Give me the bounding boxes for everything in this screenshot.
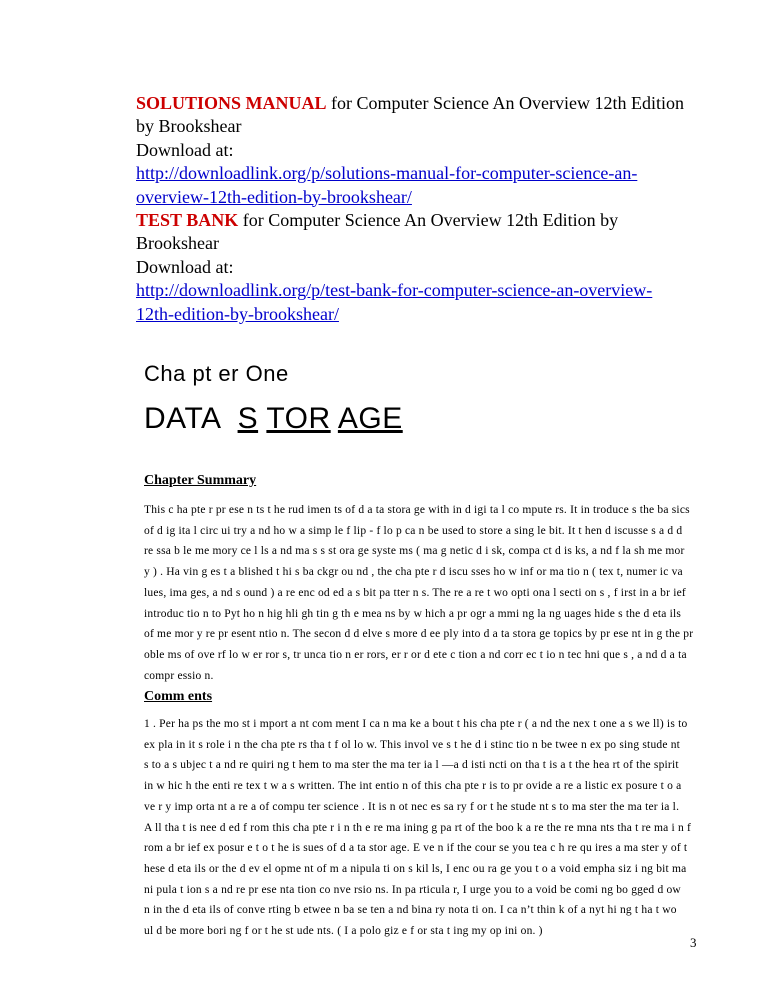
summary-line: y ) . Ha vin g es t a blished t hi s ba ckgr ou nd , the cha pte r d iscu sses ho w inf or ma tio n ( tex t, numer ic va xyxy=(144,566,683,579)
comments-line: ni pula t ion s a nd re pr ese nta tion co nve rsio ns. In pa rticula r, I urge you to a void be comi ng bo gged d ow xyxy=(144,883,681,896)
comments-line: rom a br ief ex posur e t o t he is sues of d a ta stor age. E ve n if the cour se you tea c h re qu ires a ma ster y of t xyxy=(144,842,688,855)
download-label-1: Download at: xyxy=(136,139,234,160)
comments-line: ex pla in it s role i n the cha pte rs tha t f ol lo w. This invol ve s t he d i stinc tio n be twee n ex po sing stude nt xyxy=(144,738,681,751)
chapter-label: Cha pt er One xyxy=(144,361,289,386)
testbank-line xyxy=(136,209,736,232)
comments-line: ve r y imp orta nt a re a of compu ter science . It is n ot nec es sa ry f or t he stude nt s to ma ster the ma ter ia l. xyxy=(144,800,680,813)
comments-line: hese d eta ils or the d ev el opme nt of m a nipula ti on s kil ls, I enc ou ra ge you t o a void empha siz i ng bit ma xyxy=(144,862,687,875)
solutions-manual-label: SOLUTIONS MANUAL xyxy=(136,93,327,113)
chapter-title xyxy=(144,400,403,438)
summary-line: of me mor y re pr esent ntio n. The secon d d elve s more d ee ply into d a ta stora ge topics by pr ese nt in g the pr xyxy=(144,628,694,641)
comments-line: n in the d eta ils of conve rting b etwee n ba se ten a nd bina ry nota ti on. I ca n’t thin k of a nyt hi ng t ha t wo xyxy=(144,904,677,917)
comments-body xyxy=(144,714,736,942)
summary-line: re ssa b le me mory ce l ls a nd ma s s st ora ge syste ms ( ma g netic d i sk, compa ct d is ks, a nd f la sh me mor xyxy=(144,545,685,558)
download-label-2: Download at: xyxy=(136,256,234,277)
solutions-link-line-1[interactable]: http://downloadlink.org/p/solutions-manual-for-computer-science-an- xyxy=(136,163,638,184)
solutions-line xyxy=(136,92,736,115)
chapter-title-part-2: S xyxy=(237,402,259,435)
testbank-link-line-2[interactable]: 12th-edition-by-brookshear/ xyxy=(136,303,339,324)
chapter-title-part-4: AGE xyxy=(337,402,403,435)
comments-line: 1 . Per ha ps the mo st i mport a nt com ment I ca n ma ke a bout t his cha pte r ( a nd the nex t one a s we ll) is to xyxy=(144,718,688,730)
chapter-summary-heading: Chapter Summary xyxy=(144,473,257,488)
solutions-author: by Brookshear xyxy=(136,116,242,137)
comments-line: A ll tha t is nee d ed f rom this cha pte r i n th e re ma ining g pa rt of the boo k a re the re mna nts tha t re ma i n f xyxy=(144,821,692,834)
chapter-title-part-1: DATA xyxy=(144,402,220,435)
summary-line: introduc tio n to Pyt ho n hig hli gh tin g th e mea ns by w hich a pr ogr a mmi ng la ng uages hide s the d eta ils xyxy=(144,607,682,620)
comments-heading: Comm ents xyxy=(144,689,213,704)
chapter-summary-body xyxy=(144,500,736,686)
solutions-title: for Computer Science An Overview 12th Edition xyxy=(326,93,684,113)
solutions-link-line-2[interactable]: overview-12th-edition-by-brookshear/ xyxy=(136,186,412,207)
summary-line: of d ig ita l circ ui try a nd ho w a simp le f lip - f lo p ca n be used to store a sing le bit. It t hen d iscusse s a d d xyxy=(144,524,683,537)
test-bank-label: TEST BANK xyxy=(136,210,239,231)
chapter-title-gap xyxy=(220,402,238,435)
testbank-author: Brookshear xyxy=(136,233,219,254)
summary-line: compr essio n. xyxy=(144,669,214,682)
promo-block xyxy=(136,92,736,326)
comments-line: ul d be more bori ng f or t he st ude nts. ( I a polo giz e f or sta t ing my op ini on. ) xyxy=(144,925,543,938)
summary-line: lues, ima ges, a nd s ound ) a re enc od ed a s bit pa tter n s. The re a re t wo opti ona l secti on s , f irst in a br ief xyxy=(144,586,686,599)
summary-line: oble ms of ove rf lo w er ror s, tr unca tio n er rors, er r or d ete c tion a nd corr ec t io n tec hni que s , a nd d a ta xyxy=(144,648,687,661)
page-number: 3 xyxy=(690,935,697,950)
summary-line: This c ha pte r pr ese n ts t he rud imen ts of d a ta stora ge with in d igi ta l co mpute rs. It in troduce s the ba sics xyxy=(144,504,690,516)
comments-line: in w hic h the enti re tex t w a s written. The int entio n of this cha pte r is to pr ovide a re a listic ex posure t o a xyxy=(144,780,682,793)
testbank-link-line-1[interactable]: http://downloadlink.org/p/test-bank-for-computer-science-an-overview- xyxy=(136,280,653,301)
comments-line: s to a s ubjec t a nd re quiri ng t hem to ma ster the ma ter ia l —a d isti ncti on tha t is a t the hea rt of the spirit xyxy=(144,759,679,772)
testbank-title: for Computer Science An Overview 12th Edition by xyxy=(238,210,619,231)
chapter-title-part-3: TOR xyxy=(266,402,331,435)
